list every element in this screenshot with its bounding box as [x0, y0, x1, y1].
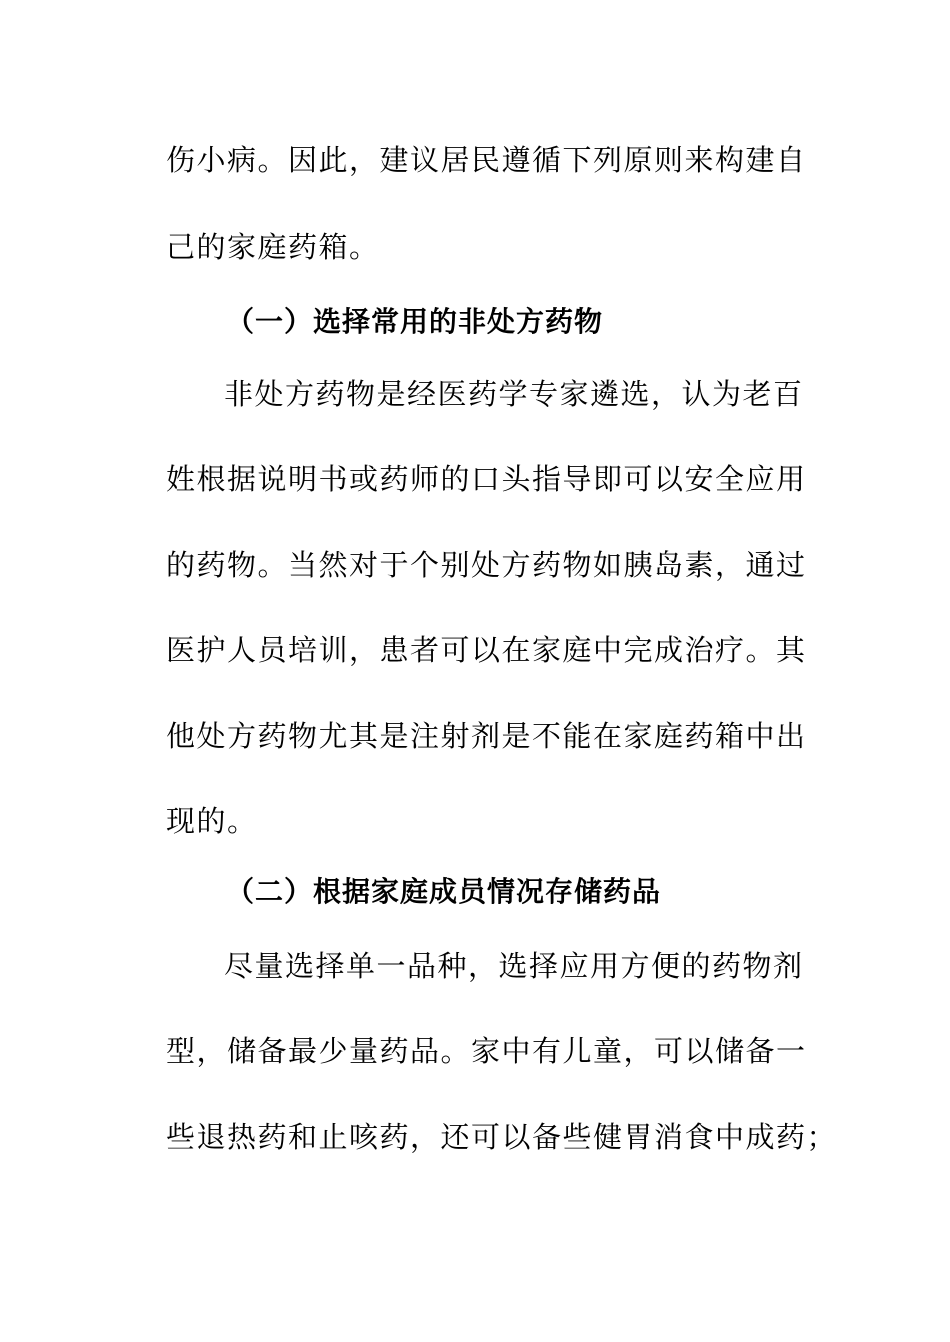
paragraph-line: 些退热药和止咳药，还可以备些健胃消食中成药； — [166, 1120, 838, 1154]
paragraph-line: 己的家庭药箱。 — [166, 230, 380, 264]
paragraph-line: 的药物。当然对于个别处方药物如胰岛素，通过 — [166, 548, 807, 582]
paragraph-line: 型，储备最少量药品。家中有儿童，可以储备一 — [166, 1034, 807, 1068]
paragraph-line: 医护人员培训，患者可以在家庭中完成治疗。其 — [166, 633, 807, 667]
paragraph-line: 现的。 — [166, 804, 258, 838]
paragraph-line: 尽量选择单一品种，选择应用方便的药物剂 — [224, 949, 804, 983]
paragraph-line: 姓根据说明书或药师的口头指导即可以安全应用 — [166, 462, 807, 496]
section-heading-1: （一）选择常用的非处方药物 — [226, 305, 604, 338]
section-heading-2: （二）根据家庭成员情况存储药品 — [226, 875, 662, 908]
paragraph-line: 非处方药物是经医药学专家遴选，认为老百 — [224, 377, 804, 411]
paragraph-line: 伤小病。因此，建议居民遵循下列原则来构建自 — [166, 143, 807, 177]
paragraph-line: 他处方药物尤其是注射剂是不能在家庭药箱中出 — [166, 719, 807, 753]
